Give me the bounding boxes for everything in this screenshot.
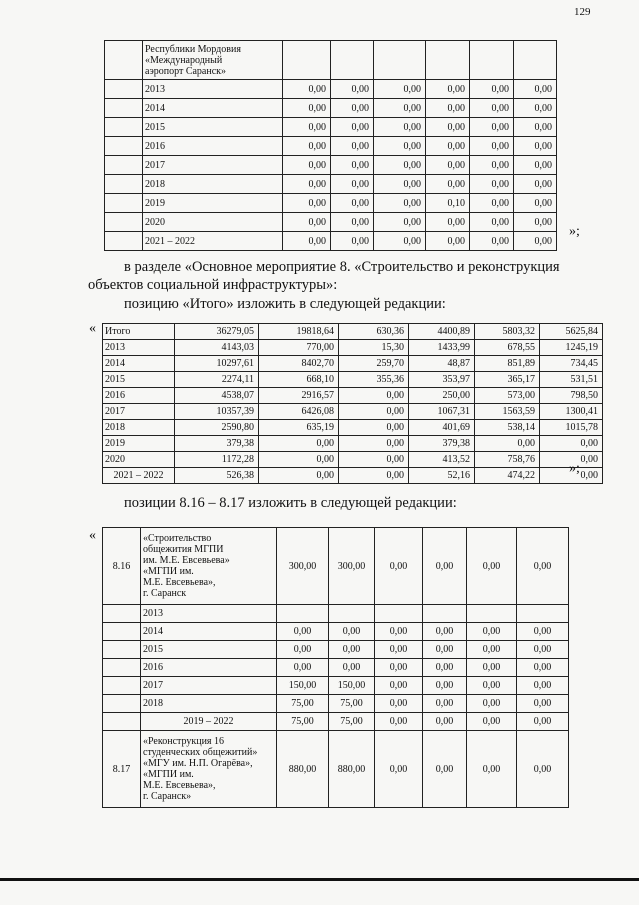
- value-cell: 0,00: [375, 695, 423, 713]
- value-cell: 0,00: [470, 213, 514, 232]
- value-cell: 2916,57: [259, 388, 339, 404]
- value-cell: 300,00: [329, 528, 375, 605]
- value-cell: 0,00: [470, 175, 514, 194]
- table-row: [105, 41, 557, 80]
- value-cell: 0,00: [375, 677, 423, 695]
- value-cell: 0,00: [423, 677, 467, 695]
- empty-cell: [103, 695, 141, 713]
- value-cell: 770,00: [259, 340, 339, 356]
- value-cell: 0,00: [514, 118, 557, 137]
- year-cell: 2013: [103, 340, 175, 356]
- empty-cell: [105, 99, 143, 118]
- empty-cell: [103, 641, 141, 659]
- name-line: «МГУ им. Н.П. Огарёва»,: [143, 758, 253, 769]
- table-row: [105, 137, 557, 156]
- value-cell: 0,00: [467, 677, 517, 695]
- value-cell: 0,00: [423, 695, 467, 713]
- value-cell: 0,00: [467, 641, 517, 659]
- value-cell: 0,00: [470, 137, 514, 156]
- year-cell: 2017: [141, 677, 277, 695]
- value-cell: 0,00: [331, 80, 374, 99]
- year-cell: 2019 – 2022: [141, 713, 277, 731]
- value-cell: [467, 605, 517, 623]
- position-name-cell: [141, 731, 277, 808]
- year-cell: 2019: [143, 194, 283, 213]
- value-cell: 668,10: [259, 372, 339, 388]
- value-cell: 0,00: [374, 194, 426, 213]
- value-cell: 531,51: [540, 372, 603, 388]
- value-cell: 0,00: [423, 659, 467, 677]
- value-cell: 0,00: [514, 194, 557, 213]
- value-cell: [277, 605, 329, 623]
- value-cell: 0,00: [339, 452, 409, 468]
- value-cell: 0,00: [470, 99, 514, 118]
- table-row: [103, 340, 603, 356]
- name-line: им. М.Е. Евсевьева»: [143, 555, 230, 566]
- name-line: М.Е. Евсевьева»,: [143, 577, 216, 588]
- value-cell: 0,00: [423, 731, 467, 808]
- value-cell: 1172,28: [175, 452, 259, 468]
- position-number-cell: 8.17: [103, 731, 141, 808]
- value-cell: 0,00: [470, 156, 514, 175]
- value-cell: 0,00: [517, 677, 569, 695]
- closing-quote-2: »;: [569, 461, 580, 476]
- value-cell: 0,00: [339, 420, 409, 436]
- opening-quote-2: «: [89, 321, 96, 336]
- value-cell: 401,69: [409, 420, 475, 436]
- value-cell: 0,00: [514, 175, 557, 194]
- value-cell: 0,00: [470, 118, 514, 137]
- year-cell: 2014: [141, 623, 277, 641]
- value-cell: 0,00: [331, 213, 374, 232]
- table-row: [105, 80, 557, 99]
- value-cell: 1433,99: [409, 340, 475, 356]
- value-cell: 355,36: [339, 372, 409, 388]
- year-cell: 2018: [143, 175, 283, 194]
- value-cell: 0,00: [517, 659, 569, 677]
- year-cell: 2013: [143, 80, 283, 99]
- table-row: [103, 528, 569, 605]
- value-cell: 0,00: [283, 156, 331, 175]
- table-positions: [102, 527, 569, 808]
- value-cell: 36279,05: [175, 324, 259, 340]
- value-cell: 573,00: [475, 388, 540, 404]
- year-cell: 2016: [143, 137, 283, 156]
- bottom-rule: [0, 878, 639, 881]
- table-row: [103, 468, 603, 484]
- value-cell: 48,87: [409, 356, 475, 372]
- paragraph-section-8-line2: объектов социальной инфраструктуры»:: [88, 277, 338, 293]
- value-cell: 379,38: [409, 436, 475, 452]
- value-cell: 0,00: [375, 659, 423, 677]
- value-cell: 0,00: [426, 175, 470, 194]
- value-cell: 0,00: [277, 641, 329, 659]
- value-cell: 0,00: [426, 156, 470, 175]
- value-cell: 1067,31: [409, 404, 475, 420]
- value-cell: 10297,61: [175, 356, 259, 372]
- value-cell: 2590,80: [175, 420, 259, 436]
- year-cell: 2016: [141, 659, 277, 677]
- value-cell: 150,00: [329, 677, 375, 695]
- value-cell: 0,00: [331, 99, 374, 118]
- position-number-cell: 8.16: [103, 528, 141, 605]
- value-cell: 4400,89: [409, 324, 475, 340]
- value-cell: 0,00: [426, 118, 470, 137]
- year-cell: 2015: [141, 641, 277, 659]
- value-cell: 0,10: [426, 194, 470, 213]
- table-row: [103, 659, 569, 677]
- value-cell: 0,00: [467, 713, 517, 731]
- value-cell: 0,00: [467, 528, 517, 605]
- year-cell: Итого: [103, 324, 175, 340]
- value-cell: 0,00: [331, 137, 374, 156]
- value-cell: 0,00: [514, 137, 557, 156]
- table-row: [105, 118, 557, 137]
- empty-cell: [283, 41, 331, 80]
- value-cell: 1563,59: [475, 404, 540, 420]
- value-cell: [423, 605, 467, 623]
- value-cell: [517, 605, 569, 623]
- empty-cell: [514, 41, 557, 80]
- value-cell: 250,00: [409, 388, 475, 404]
- value-cell: 880,00: [329, 731, 375, 808]
- value-cell: 1300,41: [540, 404, 603, 420]
- name-line: г. Саранск»: [143, 791, 192, 802]
- value-cell: 0,00: [467, 731, 517, 808]
- table-itogo: [102, 323, 603, 484]
- position-name-cell: [141, 528, 277, 605]
- table-row: [105, 194, 557, 213]
- value-cell: 0,00: [517, 641, 569, 659]
- table-row: [103, 420, 603, 436]
- value-cell: 379,38: [175, 436, 259, 452]
- table-row: [105, 175, 557, 194]
- value-cell: 0,00: [426, 213, 470, 232]
- empty-cell: [105, 213, 143, 232]
- value-cell: 0,00: [423, 623, 467, 641]
- table-row: [103, 324, 603, 340]
- value-cell: 0,00: [283, 118, 331, 137]
- year-cell: 2017: [103, 404, 175, 420]
- value-cell: 6426,08: [259, 404, 339, 420]
- value-cell: 365,17: [475, 372, 540, 388]
- name-line: «МГПИ им.: [143, 769, 194, 780]
- year-cell: 2013: [141, 605, 277, 623]
- value-cell: 0,00: [423, 713, 467, 731]
- paragraph-positions: позиции 8.16 – 8.17 изложить в следующей редакции:: [124, 495, 457, 511]
- value-cell: 0,00: [426, 232, 470, 251]
- value-cell: 0,00: [374, 156, 426, 175]
- table-row: [103, 677, 569, 695]
- value-cell: 0,00: [374, 232, 426, 251]
- table-row: [103, 695, 569, 713]
- empty-cell: [374, 41, 426, 80]
- name-line: «МГПИ им.: [143, 566, 194, 577]
- name-line: г. Саранск: [143, 588, 187, 599]
- value-cell: 4143,03: [175, 340, 259, 356]
- value-cell: 1015,78: [540, 420, 603, 436]
- value-cell: 0,00: [470, 194, 514, 213]
- value-cell: 0,00: [517, 731, 569, 808]
- year-cell: 2021 – 2022: [103, 468, 175, 484]
- name-line: аэропорт Саранск»: [145, 65, 227, 77]
- year-cell: 2016: [103, 388, 175, 404]
- value-cell: 0,00: [426, 99, 470, 118]
- value-cell: 19818,64: [259, 324, 339, 340]
- value-cell: 0,00: [375, 528, 423, 605]
- value-cell: 0,00: [283, 194, 331, 213]
- value-cell: 75,00: [329, 695, 375, 713]
- value-cell: 0,00: [283, 137, 331, 156]
- name-line: общежития МГПИ: [143, 544, 224, 555]
- table-row: [105, 213, 557, 232]
- table-row: [103, 372, 603, 388]
- empty-cell: [105, 41, 143, 80]
- value-cell: 0,00: [283, 80, 331, 99]
- value-cell: 0,00: [517, 713, 569, 731]
- value-cell: 0,00: [374, 118, 426, 137]
- year-cell: 2020: [143, 213, 283, 232]
- value-cell: 0,00: [467, 623, 517, 641]
- table-row: [103, 605, 569, 623]
- empty-cell: [103, 659, 141, 677]
- year-cell: 2014: [103, 356, 175, 372]
- value-cell: 0,00: [375, 641, 423, 659]
- name-line: «Реконструкция 16: [143, 736, 225, 747]
- value-cell: 851,89: [475, 356, 540, 372]
- empty-cell: [105, 118, 143, 137]
- value-cell: 0,00: [540, 468, 603, 484]
- table-row: [103, 388, 603, 404]
- value-cell: 0,00: [283, 232, 331, 251]
- value-cell: 0,00: [517, 528, 569, 605]
- value-cell: 15,30: [339, 340, 409, 356]
- value-cell: 0,00: [540, 452, 603, 468]
- table-row: [105, 232, 557, 251]
- table-row: [103, 623, 569, 641]
- name-line: Республики Мордовия: [145, 43, 241, 55]
- value-cell: 0,00: [331, 175, 374, 194]
- value-cell: 5803,32: [475, 324, 540, 340]
- name-line: М.Е. Евсевьева»,: [143, 780, 216, 791]
- value-cell: 0,00: [283, 175, 331, 194]
- value-cell: 0,00: [467, 659, 517, 677]
- value-cell: 0,00: [329, 623, 375, 641]
- table-row: [103, 436, 603, 452]
- empty-cell: [331, 41, 374, 80]
- value-cell: 75,00: [329, 713, 375, 731]
- table-row: [103, 641, 569, 659]
- year-cell: 2018: [103, 420, 175, 436]
- table-row: [105, 156, 557, 175]
- value-cell: 0,00: [514, 80, 557, 99]
- value-cell: 0,00: [339, 436, 409, 452]
- value-cell: 0,00: [517, 695, 569, 713]
- value-cell: 0,00: [331, 194, 374, 213]
- table-row: [105, 99, 557, 118]
- year-cell: 2015: [143, 118, 283, 137]
- value-cell: 0,00: [283, 99, 331, 118]
- empty-cell: [105, 232, 143, 251]
- table-row: [103, 356, 603, 372]
- closing-quote-1: »;: [569, 224, 580, 239]
- year-cell: 2018: [141, 695, 277, 713]
- value-cell: 0,00: [331, 156, 374, 175]
- paragraph-section-8-line1: в разделе «Основное мероприятие 8. «Строительство и реконструкция: [124, 259, 560, 275]
- value-cell: 758,76: [475, 452, 540, 468]
- value-cell: 413,52: [409, 452, 475, 468]
- organization-name-cell: [143, 41, 283, 80]
- value-cell: 0,00: [259, 436, 339, 452]
- empty-cell: [105, 137, 143, 156]
- value-cell: 0,00: [329, 659, 375, 677]
- value-cell: 0,00: [339, 404, 409, 420]
- year-cell: 2015: [103, 372, 175, 388]
- value-cell: 1245,19: [540, 340, 603, 356]
- empty-cell: [103, 605, 141, 623]
- empty-cell: [470, 41, 514, 80]
- value-cell: 0,00: [339, 468, 409, 484]
- value-cell: 8402,70: [259, 356, 339, 372]
- value-cell: 0,00: [514, 99, 557, 118]
- value-cell: 0,00: [423, 641, 467, 659]
- value-cell: 0,00: [475, 436, 540, 452]
- table-row: [103, 713, 569, 731]
- name-line: «Международный: [145, 54, 223, 66]
- empty-cell: [103, 677, 141, 695]
- value-cell: 0,00: [259, 452, 339, 468]
- paragraph-section-8-line3: позицию «Итого» изложить в следующей редакции:: [124, 296, 446, 312]
- year-cell: 2019: [103, 436, 175, 452]
- value-cell: 2274,11: [175, 372, 259, 388]
- value-cell: 880,00: [277, 731, 329, 808]
- value-cell: 75,00: [277, 713, 329, 731]
- value-cell: 630,36: [339, 324, 409, 340]
- value-cell: 0,00: [374, 99, 426, 118]
- value-cell: 635,19: [259, 420, 339, 436]
- value-cell: 678,55: [475, 340, 540, 356]
- value-cell: 0,00: [470, 232, 514, 251]
- value-cell: 0,00: [329, 641, 375, 659]
- value-cell: 4538,07: [175, 388, 259, 404]
- value-cell: 0,00: [514, 232, 557, 251]
- value-cell: 0,00: [339, 388, 409, 404]
- value-cell: 0,00: [375, 731, 423, 808]
- value-cell: 0,00: [517, 623, 569, 641]
- value-cell: 75,00: [277, 695, 329, 713]
- value-cell: 0,00: [374, 213, 426, 232]
- empty-cell: [105, 156, 143, 175]
- value-cell: 0,00: [426, 80, 470, 99]
- empty-cell: [426, 41, 470, 80]
- value-cell: 300,00: [277, 528, 329, 605]
- page-number: 129: [574, 6, 591, 18]
- value-cell: 353,97: [409, 372, 475, 388]
- value-cell: 0,00: [259, 468, 339, 484]
- value-cell: 798,50: [540, 388, 603, 404]
- empty-cell: [103, 713, 141, 731]
- value-cell: 0,00: [540, 436, 603, 452]
- value-cell: 10357,39: [175, 404, 259, 420]
- empty-cell: [103, 623, 141, 641]
- year-cell: 2020: [103, 452, 175, 468]
- value-cell: 150,00: [277, 677, 329, 695]
- empty-cell: [105, 80, 143, 99]
- value-cell: [375, 605, 423, 623]
- value-cell: 0,00: [423, 528, 467, 605]
- table-row: [103, 404, 603, 420]
- year-cell: 2021 – 2022: [143, 232, 283, 251]
- name-line: студенческих общежитий»: [143, 747, 258, 758]
- value-cell: 0,00: [514, 156, 557, 175]
- value-cell: 0,00: [375, 713, 423, 731]
- value-cell: 0,00: [375, 623, 423, 641]
- value-cell: 0,00: [514, 213, 557, 232]
- year-cell: 2014: [143, 99, 283, 118]
- value-cell: 52,16: [409, 468, 475, 484]
- value-cell: 0,00: [283, 213, 331, 232]
- value-cell: 0,00: [331, 232, 374, 251]
- value-cell: 734,45: [540, 356, 603, 372]
- empty-cell: [105, 175, 143, 194]
- year-cell: 2017: [143, 156, 283, 175]
- value-cell: 474,22: [475, 468, 540, 484]
- value-cell: 0,00: [467, 695, 517, 713]
- table-row: [103, 731, 569, 808]
- value-cell: 526,38: [175, 468, 259, 484]
- value-cell: 259,70: [339, 356, 409, 372]
- value-cell: 0,00: [331, 118, 374, 137]
- value-cell: 0,00: [277, 623, 329, 641]
- value-cell: 0,00: [374, 137, 426, 156]
- name-line: «Строительство: [143, 533, 212, 544]
- table-row: [103, 452, 603, 468]
- empty-cell: [105, 194, 143, 213]
- value-cell: 5625,84: [540, 324, 603, 340]
- value-cell: 0,00: [277, 659, 329, 677]
- value-cell: 0,00: [470, 80, 514, 99]
- value-cell: 0,00: [426, 137, 470, 156]
- value-cell: 538,14: [475, 420, 540, 436]
- opening-quote-3: «: [89, 528, 96, 543]
- value-cell: 0,00: [374, 80, 426, 99]
- table-airport: [104, 40, 557, 251]
- value-cell: [329, 605, 375, 623]
- value-cell: 0,00: [374, 175, 426, 194]
